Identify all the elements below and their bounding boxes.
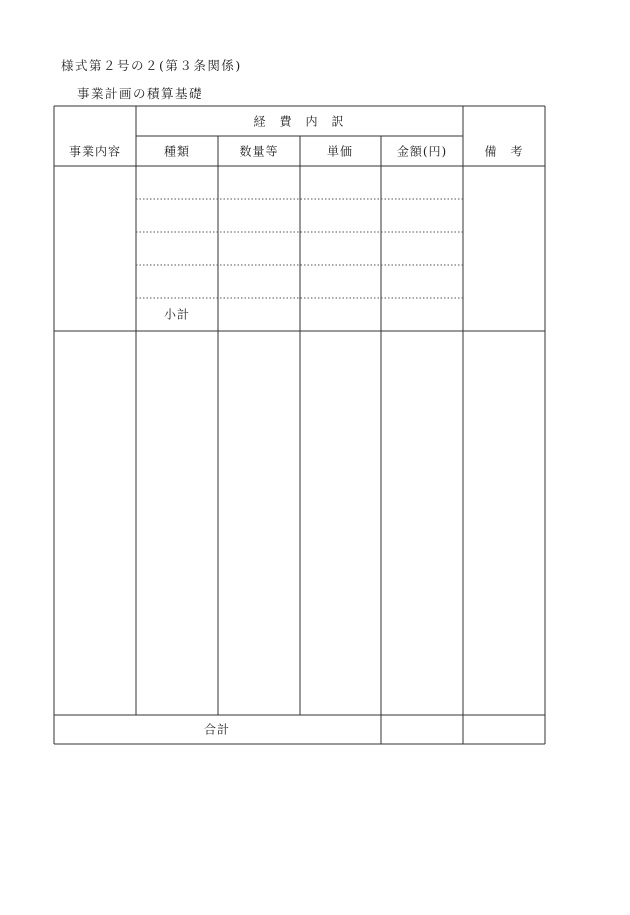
header-business-content: 事業内容 [68, 144, 122, 159]
header-remarks: 備 考 [484, 144, 524, 159]
header-type: 種類 [163, 144, 191, 159]
total-label: 合計 [203, 722, 231, 737]
form-number: 様式第２号の２(第３条関係) [61, 58, 242, 73]
document-title: 事業計画の積算基礎 [77, 86, 204, 101]
header-expense-breakdown: 経 費 内 訳 [253, 114, 345, 129]
subtotal-label: 小計 [164, 307, 191, 322]
header-quantity: 数量等 [239, 144, 279, 159]
header-amount: 金額(円) [396, 144, 448, 159]
header-unit-price: 単価 [326, 144, 354, 159]
